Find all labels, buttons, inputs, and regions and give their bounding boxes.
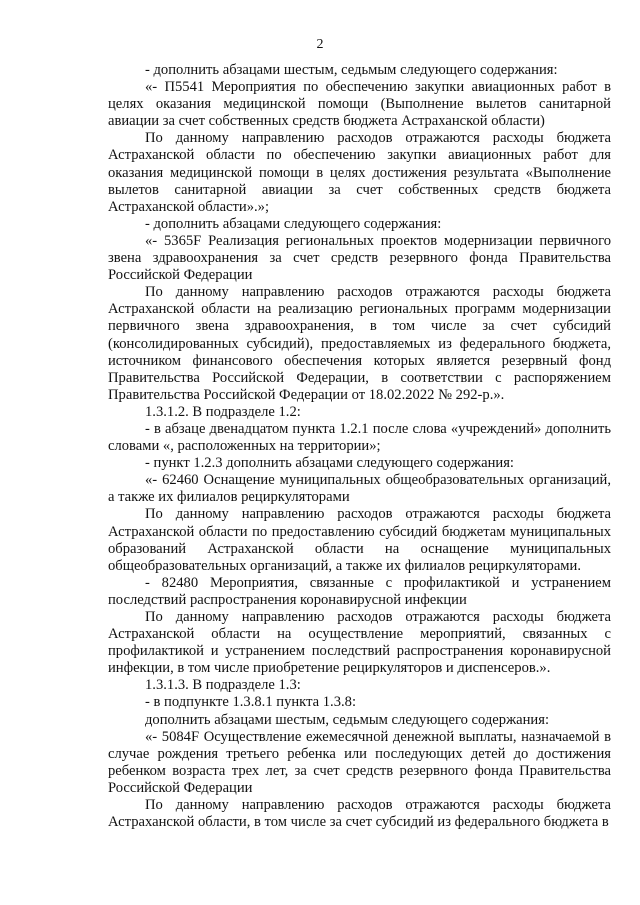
paragraph: - дополнить абзацами следующего содержания:: [145, 215, 442, 232]
paragraph: - в подпункте 1.3.8.1 пункта 1.3.8:: [145, 694, 356, 711]
paragraph: дополнить абзацами шестым, седьмым следующего содержания:: [145, 711, 550, 728]
paragraph: - дополнить абзацами шестым, седьмым следующего содержания:: [145, 62, 558, 78]
paragraph: 1.3.1.3. В подразделе 1.3:: [145, 677, 301, 694]
paragraph: По данному направлению расходов отражаются расходы бюджета Астраханской области, в том числе за счет субсидий из федерального бюджета в: [108, 797, 611, 831]
paragraph: - 82480 Мероприятия, связанные с профилактикой и устранением последствий распространения коронавирусной инфекции: [108, 574, 611, 608]
paragraph: - в абзаце двенадцатом пункта 1.2.1 после слова «учреждений» дополнить словами «, расположенных на территории»;: [108, 420, 611, 455]
paragraph: По данному направлению расходов отражаются расходы бюджета Астраханской области на реализацию региональных программ модернизации первичного звена здравоохранения, в том числе за счет субсидий (консолидированных субсидий), предоставляемых из федерального бюджета, источником финансового обеспечения которых является резервный фонд Правительства Российской Федерации, в соответствии с распоряжением Правительства Российской Федерации от 18.02.2022 № 292-р.».: [108, 284, 611, 403]
paragraph: «- 5084F Осуществление ежемесячной денежной выплаты, назначаемой в случае рождения третьего ребенка или последующих детей до достижения ребенком возраста трех лет, за счет средств резервного фонда Правительства Российской Федерации: [108, 728, 611, 796]
paragraph: 1.3.1.2. В подразделе 1.2:: [145, 403, 301, 420]
paragraph: «- П5541 Мероприятия по обеспечению закупки авиационных работ в целях оказания медицинской помощи (Выполнение вылетов санитарной авиации за счет собственных средств бюджета Астраханской области): [108, 79, 611, 130]
paragraph: «- 5365F Реализация региональных проектов модернизации первичного звена здравоохранения за счет средств резервного фонда Правительства Российской Федерации: [108, 232, 611, 284]
paragraph: - пункт 1.2.3 дополнить абзацами следующего содержания:: [145, 455, 514, 472]
paragraph: По данному направлению расходов отражаются расходы бюджета Астраханской области по предоставлению субсидий бюджетам муниципальных образований Астраханской области на оснащение муниципальных общеобразовательных организаций, а также их филиалов рециркуляторами.: [108, 506, 611, 574]
paragraph: «- 62460 Оснащение муниципальных общеобразовательных организаций, а также их филиалов рециркуляторами: [108, 472, 611, 506]
document-body: [108, 62, 611, 831]
page-number: 2: [316, 37, 324, 52]
paragraph: По данному направлению расходов отражаются расходы бюджета Астраханской области на осуществление мероприятий, связанных с профилактикой и устранением последствий распространения коронавирусной инфекции, в том числе приобретение рециркуляторов и диспенсеров.».: [108, 609, 611, 677]
paragraph: По данному направлению расходов отражаются расходы бюджета Астраханской области по обеспечению закупки авиационных работ для оказания медицинской помощи в целях достижения результата «Выполнение вылетов санитарной авиации за счет собственных средств бюджета Астраханской области».»;: [108, 130, 611, 215]
